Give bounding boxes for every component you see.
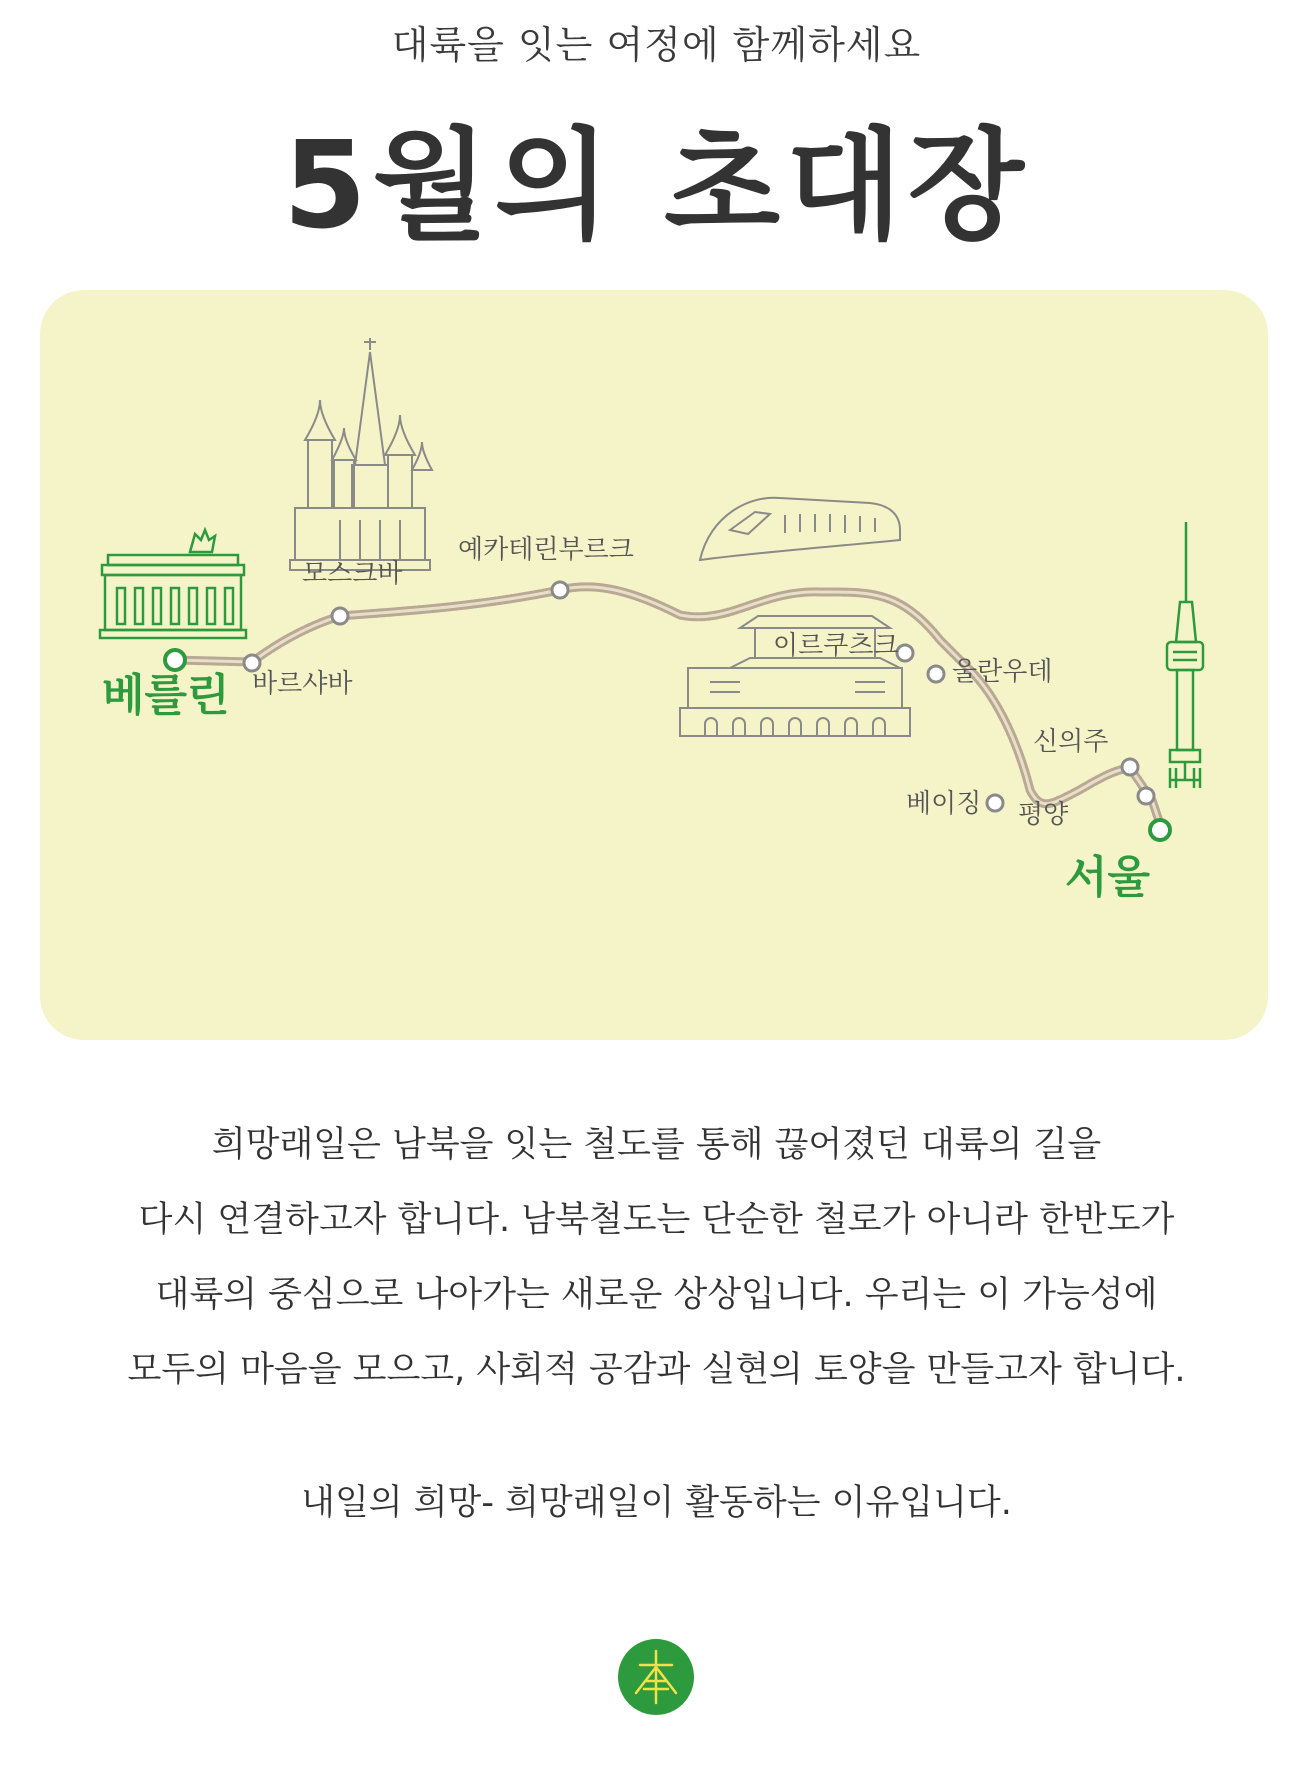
brandenburg-gate-icon [100,530,246,638]
station-berlin-marker [165,650,185,670]
hope-rail-logo-icon [616,1637,696,1717]
page-title: 5월의 초대장 [283,117,1030,256]
station-sinuiju-label: 신의주 [1033,727,1109,757]
station-ulaanbaatar-label: 울란우데 [952,657,1053,687]
station-ulaanbaatar-marker [928,666,944,682]
station-warsaw-label: 바르샤바 [252,669,353,699]
train-icon [700,498,900,560]
station-yekaterinburg-label: 예카테린부르크 [458,535,634,565]
intro-line: 모두의 마음을 모으고, 사회적 공감과 실현의 토양을 만들고자 합니다. [127,1350,1186,1390]
station-beijing-marker [987,795,1003,811]
station-berlin-label: 베를린 [102,670,230,721]
station-pyongyang-marker [1138,788,1154,804]
station-beijing-label: 베이징 [906,789,982,819]
station-moscow-marker [332,608,348,624]
st-basils-cathedral-icon [290,338,432,570]
station-irkutsk-label: 이르쿠츠크 [773,631,899,661]
station-moscow-label: 모스크바 [302,559,403,589]
namsan-tower-icon [1167,522,1203,788]
intro-line: 대륙의 중심으로 나아가는 새로운 상상입니다. 우리는 이 가능성에 [155,1275,1158,1315]
route-map-canvas [40,290,1268,1040]
station-pyongyang-label: 평양 [1018,800,1069,830]
closing-line: 내일의 희망- 희망래일이 활동하는 이유입니다. [301,1483,1012,1523]
station-sinuiju-marker [1122,759,1138,775]
intro-line: 다시 연결하고자 합니다. 남북철도는 단순한 철로가 아니라 한반도가 [138,1200,1175,1240]
station-irkutsk-marker [897,645,913,661]
intro-paragraph [0,1108,1313,1408]
station-yekaterinburg-marker [552,582,568,598]
intro-line: 희망래일은 남북을 잇는 철도를 통해 끊어졌던 대륙의 길을 [211,1125,1102,1165]
station-seoul-label: 서울 [1065,852,1151,903]
page-subtitle: 대륙을 잇는 여정에 함께하세요 [391,23,922,67]
station-seoul-marker [1150,820,1170,840]
route-map [40,290,1268,1040]
